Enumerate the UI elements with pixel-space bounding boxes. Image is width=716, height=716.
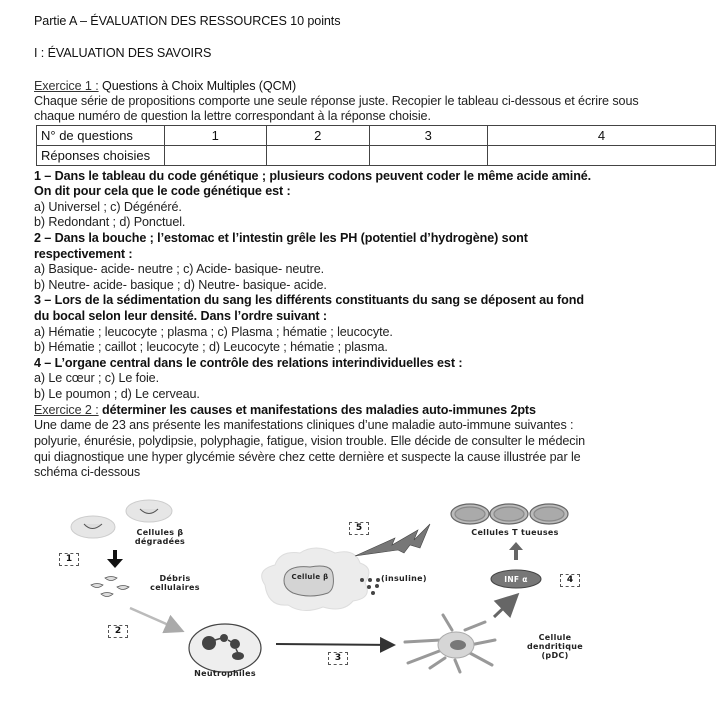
question-3-stem-1: 3 – Lors de la sédimentation du sang les différents constituants du sang se déposent au fond xyxy=(34,293,584,307)
exercise2-body-3: qui diagnostique une hyper glycémie sévère chez cette dernière et suspecte la cause illustrée par le xyxy=(34,450,581,464)
arrow-to-neutrophil xyxy=(130,608,180,630)
label-insulin: (insuline) xyxy=(381,574,427,583)
exercise1-instruction-2: chaque numéro de question la lettre correspondant à la réponse choisie. xyxy=(34,109,431,123)
answer-table xyxy=(36,125,716,166)
down-arrow-icon xyxy=(107,550,123,568)
label-dendritic-cell xyxy=(515,633,595,660)
cell-debris-icon xyxy=(91,577,129,597)
column-header-4: 4 xyxy=(487,126,715,146)
section-title: I : ÉVALUATION DES SAVOIRS xyxy=(34,46,212,60)
step-box-2: 2 xyxy=(108,625,128,638)
exercise1-instruction-1: Chaque série de propositions comporte une seule réponse juste. Recopier le tableau ci-dessous et écrire sous xyxy=(34,94,639,108)
autoimmune-diagram xyxy=(0,490,716,716)
question-1-stem-1: 1 – Dans le tableau du code génétique ; plusieurs codons peuvent coder le même acide aminé. xyxy=(34,169,592,183)
label-debris-line-1: Débris xyxy=(159,574,191,583)
part-title: Partie A – ÉVALUATION DES RESSOURCES 10 points xyxy=(34,14,341,28)
column-header-1: 1 xyxy=(164,126,267,146)
label-debris-line-2: cellulaires xyxy=(150,583,200,592)
label-degraded-line-1: Cellules β xyxy=(136,528,184,537)
question-1-option-ac: a) Universel ; c) Dégénéré. xyxy=(34,200,182,214)
step-box-1: 1 xyxy=(59,553,79,566)
step-box-4: 4 xyxy=(560,574,580,587)
question-3-option-ac: a) Hématie ; leucocyte ; plasma ; c) Plasma ; hématie ; leucocyte. xyxy=(34,325,393,339)
up-arrow-icon xyxy=(509,542,523,560)
answer-cell-1[interactable] xyxy=(164,146,267,166)
arrow-to-dendritic-cell xyxy=(276,644,392,645)
label-inf-alpha: INF α xyxy=(504,575,528,584)
killer-t-cells-icon xyxy=(451,504,568,524)
table-row-questions xyxy=(37,126,716,146)
label-dendritic-line-3: (pDC) xyxy=(541,651,569,660)
label-beta-cell: Cellule β xyxy=(291,573,329,581)
question-3-stem-2: du bocal selon leur densité. Dans l’ordre suivant : xyxy=(34,309,328,323)
question-4-option-bd: b) Le poumon ; d) Le cerveau. xyxy=(34,387,200,401)
question-4-option-ac: a) Le cœur ; c) Le foie. xyxy=(34,371,159,385)
answer-cell-4[interactable] xyxy=(487,146,715,166)
row-header-questions: N° de questions xyxy=(37,126,165,146)
question-3-option-bd: b) Hématie ; caillot ; leucocyte ; d) Leucocyte ; hématie ; plasma. xyxy=(34,340,388,354)
dendritic-cell-icon xyxy=(405,615,495,672)
exercise2-heading xyxy=(34,403,536,418)
exercise2-body-1: Une dame de 23 ans présente les manifestations cliniques d’une maladie auto-immune suivantes : xyxy=(34,418,574,432)
question-2-option-bd: b) Neutre- acide- basique ; d) Neutre- basique- acide. xyxy=(34,278,327,292)
exercise1-heading xyxy=(34,79,296,94)
question-2-stem-1: 2 – Dans la bouche ; l’estomac et l’intestin grêle les PH (potentiel d’hydrogène) sont xyxy=(34,231,528,245)
question-4-stem-1: 4 – L’organe central dans le contrôle des relations interindividuelles est : xyxy=(34,356,463,370)
table-row-answers xyxy=(37,146,716,166)
label-neutrophils: Neutrophiles xyxy=(194,669,256,678)
question-1-option-bd: b) Redondant ; d) Ponctuel. xyxy=(34,215,186,229)
step-box-5: 5 xyxy=(349,522,369,535)
neutrophil-icon xyxy=(189,624,261,672)
label-degraded-line-2: dégradées xyxy=(134,537,186,546)
answer-cell-3[interactable] xyxy=(369,146,487,166)
label-degraded-beta-cells xyxy=(125,528,195,546)
exercise2-title: déterminer les causes et manifestations des maladies auto-immunes 2pts xyxy=(98,403,536,417)
step-box-3: 3 xyxy=(328,652,348,665)
arrow-to-inf xyxy=(494,597,515,617)
label-dendritic-line-2: dendritique xyxy=(527,642,583,651)
answer-cell-2[interactable] xyxy=(267,146,370,166)
column-header-3: 3 xyxy=(369,126,487,146)
question-2-option-ac: a) Basique- acide- neutre ; c) Acide- basique- neutre. xyxy=(34,262,325,276)
label-dendritic-line-1: Cellule xyxy=(538,633,572,642)
row-header-answers: Réponses choisies xyxy=(37,146,165,166)
exercise2-body-2: polyurie, énurésie, polydipsie, polyphagie, fatigue, vision trouble. Elle décide de consulter le médecin xyxy=(34,434,586,448)
question-2-stem-2: respectivement : xyxy=(34,247,133,261)
exercise2-body-4: schéma ci-dessous xyxy=(34,465,141,479)
question-1-stem-2: On dit pour cela que le code génétique est : xyxy=(34,184,291,198)
exercise1-title: Questions à Choix Multiples (QCM) xyxy=(98,79,297,93)
exercise1-label: Exercice 1 : xyxy=(34,79,99,93)
exercise2-label: Exercice 2 : xyxy=(34,403,99,417)
label-cell-debris xyxy=(140,574,210,592)
column-header-2: 2 xyxy=(267,126,370,146)
label-killer-t-cells: Cellules T tueuses xyxy=(471,528,559,537)
